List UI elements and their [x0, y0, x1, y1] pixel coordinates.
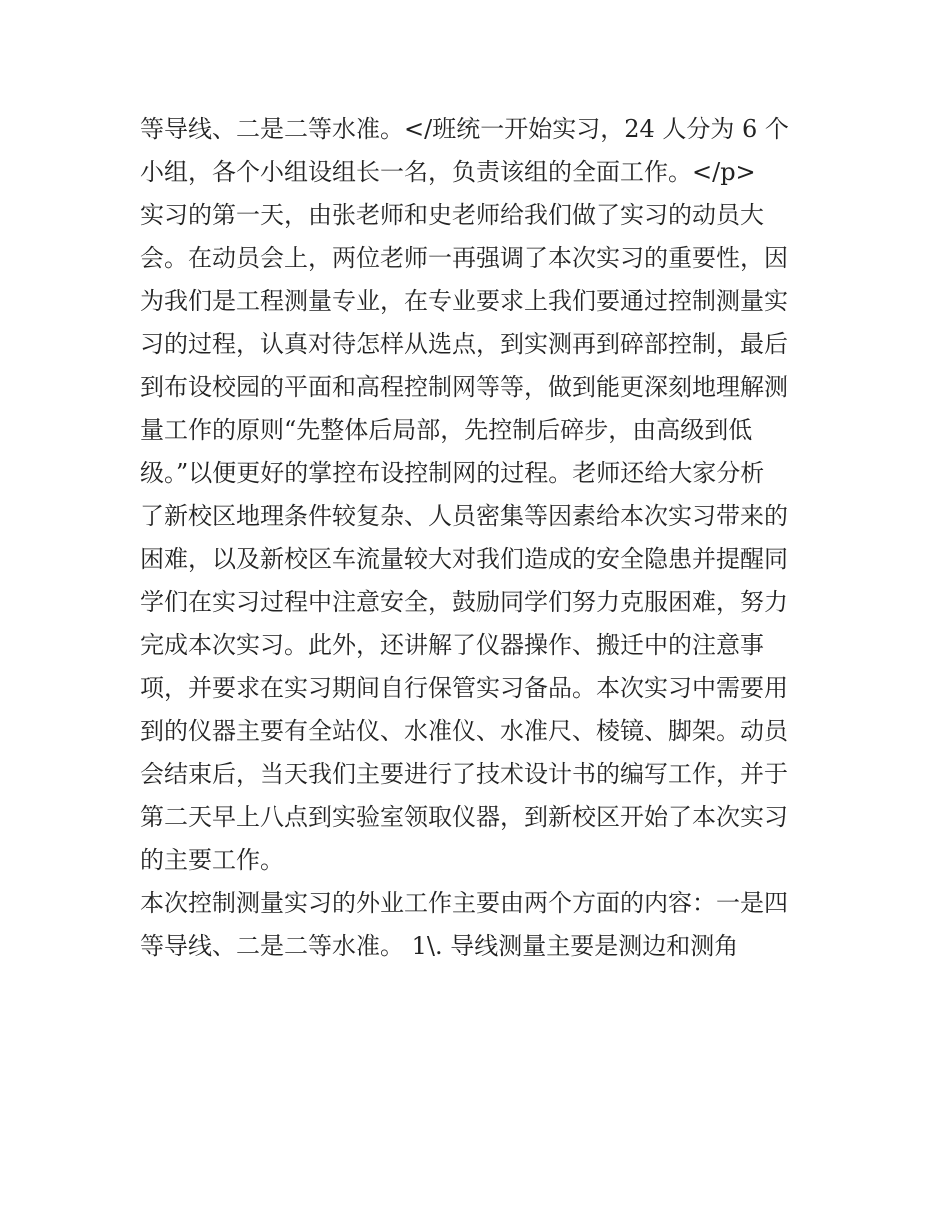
- text-line: 量工作的原则“先整体后局部，先控制后碎步，由高级到低: [140, 416, 753, 444]
- text-line: 等导线、二是二等水准。 1\. 导线测量主要是测边和测角: [140, 932, 739, 960]
- text-line: 会。在动员会上，两位老师一再强调了本次实习的重要性，因: [140, 244, 788, 272]
- text-line: 困难，以及新校区车流量较大对我们造成的安全隐患并提醒同: [140, 545, 788, 573]
- text-line: 到布设校园的平面和高程控制网等等，做到能更深刻地理解测: [140, 373, 788, 401]
- text-line: 项，并要求在实习期间自行保管实习备品。本次实习中需要用: [140, 674, 788, 702]
- text-line: 实习的第一天，由张老师和史老师给我们做了实习的动员大: [140, 201, 764, 229]
- text-line: 完成本次实习。此外，还讲解了仪器操作、搬迁中的注意事: [140, 631, 764, 659]
- text-line: 了新校区地理条件较复杂、人员密集等因素给本次实习带来的: [140, 502, 788, 530]
- text-line: 学们在实习过程中注意安全，鼓励同学们努力克服困难，努力: [140, 588, 788, 616]
- text-line: 会结束后，当天我们主要进行了技术设计书的编写工作，并于: [140, 760, 788, 788]
- text-line: 习的过程，认真对待怎样从选点，到实测再到碎部控制，最后: [140, 330, 788, 358]
- text-line: 到的仪器主要有全站仪、水准仪、水准尺、棱镜、脚架。动员: [140, 717, 788, 745]
- text-line: 第二天早上八点到实验室领取仪器，到新校区开始了本次实习: [140, 803, 788, 831]
- text-line: 等导线、二是二等水准。</班统一开始实习，24 人分为 6 个: [140, 115, 789, 143]
- text-line: 本次控制测量实习的外业工作主要由两个方面的内容：一是四: [140, 889, 788, 917]
- text-line: 小组，各个小组设组长一名，负责该组的全面工作。</p>: [140, 158, 756, 186]
- text-line: 的主要工作。: [140, 846, 284, 874]
- body-text: [140, 108, 820, 968]
- text-line: 级。”以便更好的掌控布设控制网的过程。老师还给大家分析: [140, 459, 765, 487]
- text-line: 为我们是工程测量专业，在专业要求上我们要通过控制测量实: [140, 287, 788, 315]
